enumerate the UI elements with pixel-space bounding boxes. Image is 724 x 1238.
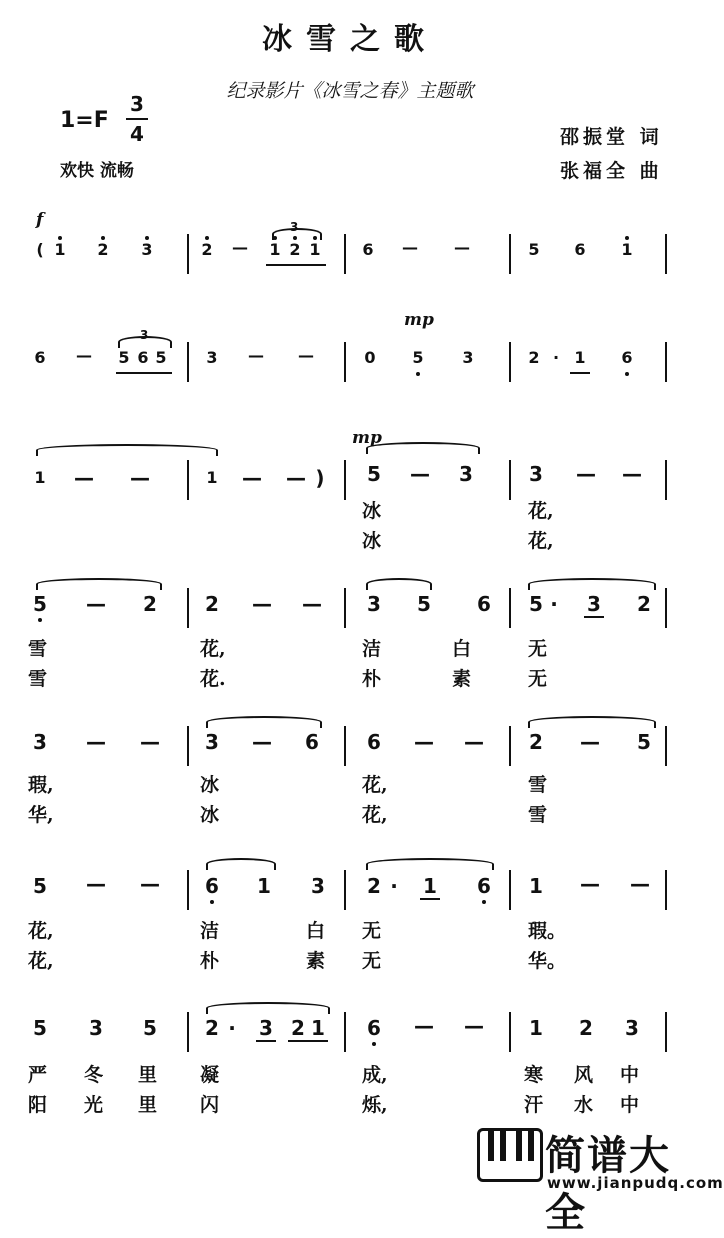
dash: — (252, 730, 272, 754)
lyric: 无 (362, 920, 382, 942)
note: 3 (459, 462, 473, 486)
lyric: 白 (452, 638, 472, 660)
lyric: 洁 (200, 920, 220, 942)
lyric: 阳 (28, 1094, 48, 1116)
barline (665, 342, 667, 382)
note: 6 (305, 730, 319, 754)
note: 2 (367, 874, 381, 898)
note: 3 (89, 1016, 103, 1040)
composer-credit: 张福全 曲 (560, 160, 663, 182)
site-logo (477, 1128, 724, 1236)
lyric: 雪 (528, 804, 548, 826)
lyric: 雪 (28, 668, 48, 690)
dash: — (464, 1014, 484, 1038)
dash: — (86, 730, 106, 754)
slur (366, 858, 494, 870)
dynamic-mark: mp (404, 310, 434, 330)
note: 2 (97, 240, 109, 259)
note: 2 (579, 1016, 593, 1040)
dash: — (580, 872, 600, 896)
lyric: 朴 (362, 668, 382, 690)
barline (187, 726, 189, 766)
aug-dot: · (552, 348, 560, 367)
score-system-7 (0, 994, 700, 1116)
lyric: 雪 (28, 638, 48, 660)
dash: — (630, 872, 650, 896)
lyric: 花, (528, 530, 554, 552)
underline (584, 616, 604, 618)
tie (36, 444, 218, 456)
lyric: 中 (620, 1064, 640, 1086)
underline (256, 1040, 276, 1042)
slur (528, 716, 656, 728)
underline (570, 372, 590, 374)
barline (187, 234, 189, 274)
score-system-6 (0, 852, 700, 972)
barline (344, 460, 346, 500)
barline (665, 588, 667, 628)
note: 5 (155, 348, 167, 367)
barline (187, 460, 189, 500)
dash: — (622, 462, 642, 486)
lyric: 花, (528, 500, 554, 522)
slur (366, 578, 432, 590)
time-signature-top: 3 (130, 92, 144, 116)
note: 5 (33, 592, 47, 616)
lyric: 光 (84, 1094, 104, 1116)
note: 5 (637, 730, 651, 754)
note: 5 (529, 592, 543, 616)
lyric: 瑕, (28, 774, 54, 796)
note: 3 (367, 592, 381, 616)
barline (344, 726, 346, 766)
note: 2 (529, 730, 543, 754)
barline (344, 588, 346, 628)
note: 5 (118, 348, 130, 367)
barline (344, 234, 346, 274)
underline (288, 1040, 328, 1042)
low-dot (625, 372, 629, 376)
dash: — (76, 346, 92, 365)
note: 6 (621, 348, 633, 367)
note: 5 (367, 462, 381, 486)
piano-keys-icon (477, 1128, 543, 1182)
note: 6 (477, 592, 491, 616)
barline (187, 1012, 189, 1052)
low-dot (372, 1042, 376, 1046)
dash: — (454, 238, 470, 257)
logo-url: www.jianpudq.com (547, 1174, 724, 1192)
lyric: 白 (306, 920, 326, 942)
song-title: 冰雪之歌 (262, 22, 438, 57)
dash: — (248, 346, 264, 365)
lyric: 冰 (362, 530, 382, 552)
score-system-4 (0, 574, 700, 690)
low-dot (38, 618, 42, 622)
dash: — (580, 730, 600, 754)
underline (266, 264, 326, 266)
note: 3 (141, 240, 153, 259)
lyric: 朴 (200, 950, 220, 972)
dash: — (576, 462, 596, 486)
note: 3 (259, 1016, 273, 1040)
lyric: 冰 (362, 500, 382, 522)
octave-dot (58, 236, 62, 240)
note: 6 (574, 240, 586, 259)
barline (665, 234, 667, 274)
barline (344, 870, 346, 910)
triplet-slur (118, 336, 172, 348)
dash: — (74, 466, 94, 490)
low-dot (416, 372, 420, 376)
barline (187, 588, 189, 628)
note: 1 (621, 240, 633, 259)
note: 3 (206, 348, 218, 367)
octave-dot (205, 236, 209, 240)
note: 1 (309, 240, 321, 259)
barline (509, 726, 511, 766)
key-signature: 1=F (60, 108, 109, 133)
logo-name: 简谱大全 (545, 1133, 671, 1236)
dash: — (86, 872, 106, 896)
triplet-number: 3 (290, 220, 299, 234)
barline (665, 460, 667, 500)
note: 5 (33, 874, 47, 898)
lyric: 花, (362, 774, 388, 796)
slur (528, 578, 656, 590)
slur (206, 1002, 330, 1014)
dash: — (464, 730, 484, 754)
barline (187, 342, 189, 382)
slur (206, 716, 322, 728)
lyricist-credit: 邵振堂 词 (560, 126, 663, 148)
note: 6 (34, 348, 46, 367)
note: 2 (528, 348, 540, 367)
barline (665, 726, 667, 766)
dash: — (414, 730, 434, 754)
aug-dot: · (550, 592, 558, 616)
barline (509, 234, 511, 274)
barline (509, 588, 511, 628)
note: 5 (417, 592, 431, 616)
octave-dot (625, 236, 629, 240)
note: 3 (462, 348, 474, 367)
score-system-1 (0, 210, 700, 270)
dynamic-mark: mp (352, 428, 382, 448)
octave-dot (273, 236, 277, 240)
dash: — (242, 466, 262, 490)
barline (344, 1012, 346, 1052)
note: 1 (311, 1016, 325, 1040)
note: 2 (291, 1016, 305, 1040)
lyric: 无 (362, 950, 382, 972)
dash: — (86, 592, 106, 616)
note: 1 (423, 874, 437, 898)
lyric: 成, (362, 1064, 388, 1086)
barline (509, 1012, 511, 1052)
note: 3 (625, 1016, 639, 1040)
lyric: 凝 (200, 1064, 220, 1086)
note: 3 (33, 730, 47, 754)
aug-dot: · (228, 1016, 236, 1040)
octave-dot (101, 236, 105, 240)
dash: — (232, 238, 248, 257)
dash: — (130, 466, 150, 490)
note: 1 (269, 240, 281, 259)
barline (187, 870, 189, 910)
dash: — (286, 466, 306, 490)
song-subtitle: 纪录影片《冰雪之春》主题歌 (226, 80, 474, 102)
lyric: 洁 (362, 638, 382, 660)
slur (366, 442, 480, 454)
dash: — (140, 872, 160, 896)
lyric: 中 (620, 1094, 640, 1116)
note: 1 (54, 240, 66, 259)
slur (206, 858, 276, 870)
lyric: 冰 (200, 804, 220, 826)
note: 5 (33, 1016, 47, 1040)
note: 1 (206, 468, 218, 487)
low-dot (482, 900, 486, 904)
barline (344, 342, 346, 382)
note: 2 (289, 240, 301, 259)
paren-open: ( (36, 240, 44, 259)
lyric: 华。 (528, 950, 567, 972)
lyric: 里 (138, 1094, 158, 1116)
note: 3 (587, 592, 601, 616)
dash: — (414, 1014, 434, 1038)
dash: — (302, 592, 322, 616)
score-system-3 (0, 428, 700, 552)
note: 3 (311, 874, 325, 898)
note: 2 (201, 240, 213, 259)
note: 5 (412, 348, 424, 367)
lyric: 华, (28, 804, 54, 826)
dash: — (410, 462, 430, 486)
dash: — (252, 592, 272, 616)
lyric: 无 (528, 638, 548, 660)
score-system-5 (0, 712, 700, 826)
note: 6 (205, 874, 219, 898)
lyric: 烁, (362, 1094, 388, 1116)
tempo-marking: 欢快 流畅 (60, 161, 134, 181)
underline (420, 898, 440, 900)
barline (509, 460, 511, 500)
note: 6 (367, 1016, 381, 1040)
note: 1 (529, 1016, 543, 1040)
note: 2 (205, 1016, 219, 1040)
lyric: 花, (362, 804, 388, 826)
note: 5 (528, 240, 540, 259)
lyric: 花. (200, 668, 226, 690)
dynamic-mark: f (36, 210, 44, 230)
time-signature-line (126, 118, 148, 120)
barline (509, 342, 511, 382)
octave-dot (293, 236, 297, 240)
lyric: 花, (200, 638, 226, 660)
dash: — (298, 346, 314, 365)
note: 6 (477, 874, 491, 898)
note: 3 (205, 730, 219, 754)
dash: — (402, 238, 418, 257)
lyric: 冰 (200, 774, 220, 796)
note: 1 (574, 348, 586, 367)
note: 0 (364, 348, 376, 367)
lyric: 无 (528, 668, 548, 690)
note: 1 (529, 874, 543, 898)
triplet-number: 3 (140, 328, 149, 342)
time-signature-bottom: 4 (130, 122, 144, 146)
time-signature (126, 92, 148, 146)
score-system-2 (0, 310, 700, 378)
lyric: 瑕。 (528, 920, 567, 942)
lyric: 风 (574, 1064, 594, 1086)
lyric: 严 (28, 1064, 48, 1086)
note: 5 (143, 1016, 157, 1040)
barline (665, 1012, 667, 1052)
slur (36, 578, 162, 590)
note: 6 (362, 240, 374, 259)
lyric: 花, (28, 950, 54, 972)
lyric: 汗 (524, 1094, 544, 1116)
lyric: 闪 (200, 1094, 220, 1116)
octave-dot (313, 236, 317, 240)
low-dot (210, 900, 214, 904)
note: 6 (137, 348, 149, 367)
lyric: 素 (452, 668, 472, 690)
note: 2 (205, 592, 219, 616)
note: 1 (257, 874, 271, 898)
barline (665, 870, 667, 910)
underline (116, 372, 172, 374)
note: 6 (367, 730, 381, 754)
dash: — (140, 730, 160, 754)
lyric: 水 (574, 1094, 594, 1116)
note: 3 (529, 462, 543, 486)
octave-dot (145, 236, 149, 240)
note: 2 (637, 592, 651, 616)
lyric: 里 (138, 1064, 158, 1086)
note: 2 (143, 592, 157, 616)
paren-close: ) (315, 466, 325, 490)
lyric: 素 (306, 950, 326, 972)
lyric: 花, (28, 920, 54, 942)
lyric: 寒 (524, 1064, 544, 1086)
barline (509, 870, 511, 910)
lyric: 冬 (84, 1064, 104, 1086)
aug-dot: · (390, 874, 398, 898)
note: 1 (34, 468, 46, 487)
lyric: 雪 (528, 774, 548, 796)
